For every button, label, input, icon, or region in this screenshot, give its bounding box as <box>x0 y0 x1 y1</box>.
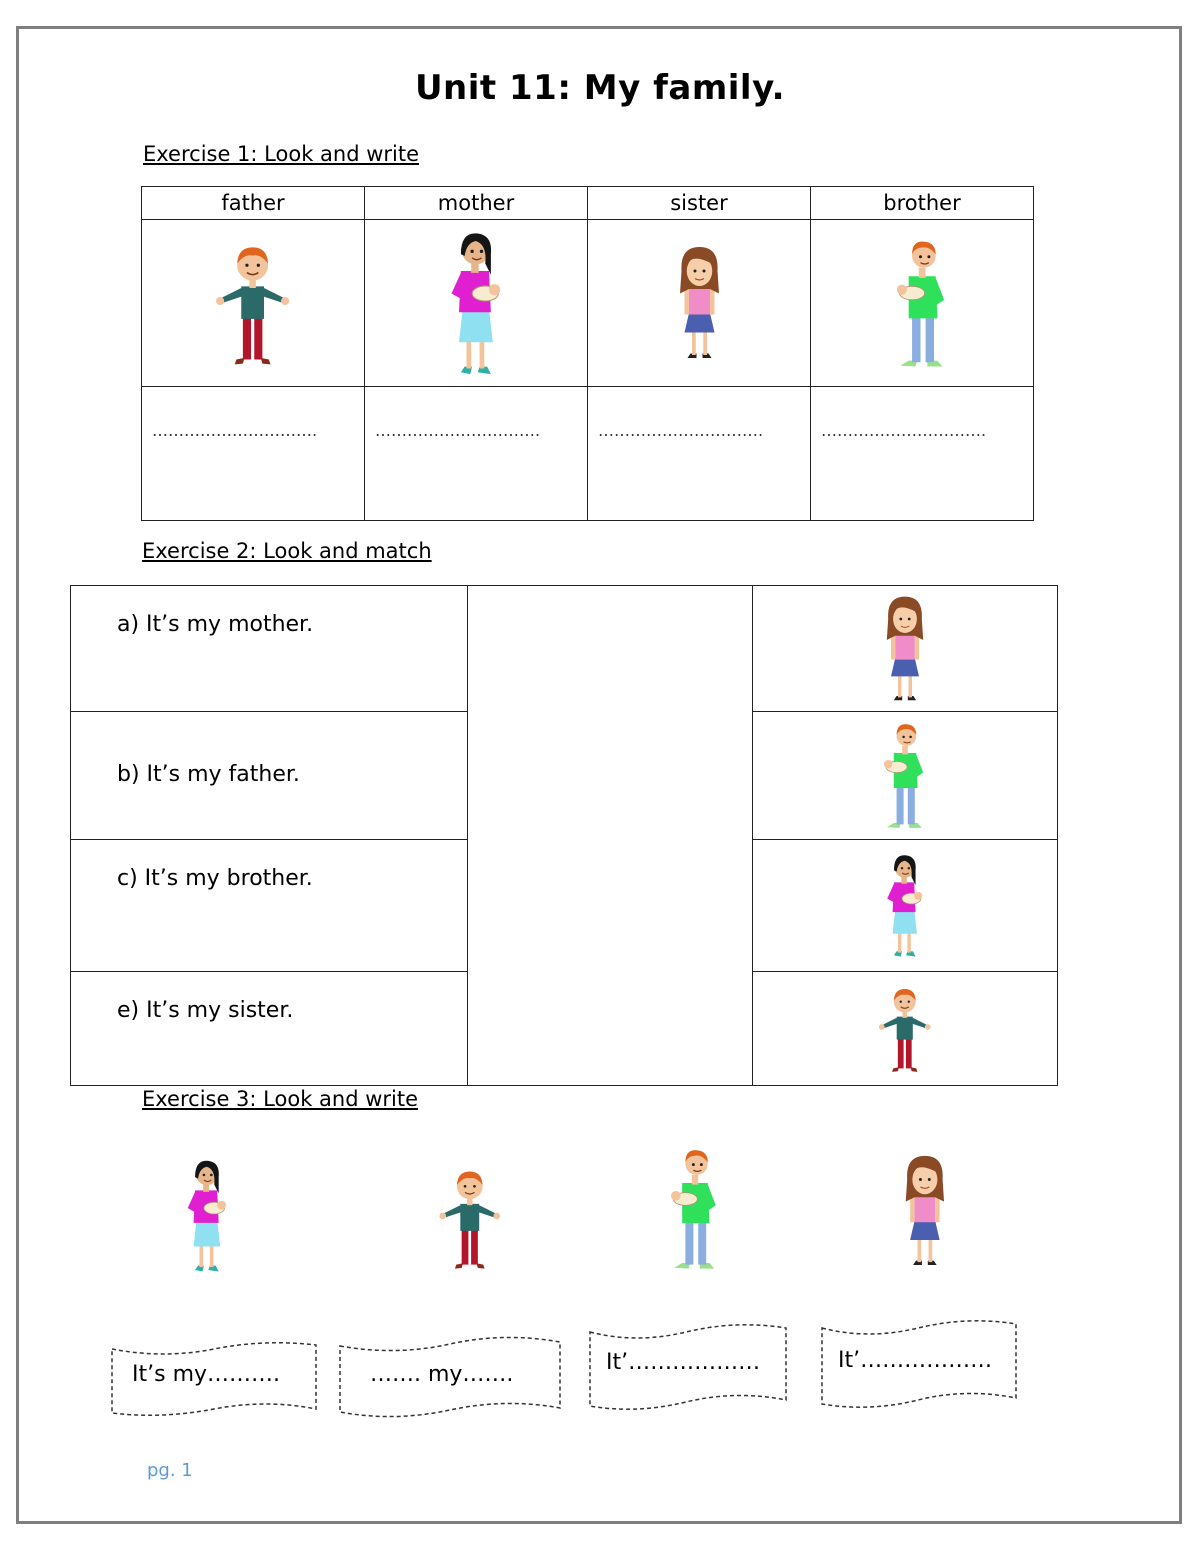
page-title: Unit 11: My family. <box>414 68 786 108</box>
write-line-4[interactable]: …………………………. <box>811 387 1034 521</box>
write-line-3[interactable]: …………………………. <box>588 387 811 521</box>
mother-figure-icon <box>170 1155 244 1273</box>
match-sentence-b: b) It’s my father. <box>71 712 468 840</box>
write-line-1[interactable]: …………………………. <box>142 387 365 521</box>
answer-prompt-4[interactable]: It’……………… <box>838 1348 993 1373</box>
match-picture-4 <box>753 972 1058 1086</box>
match-picture-3 <box>753 840 1058 972</box>
sister-figure-icon <box>870 591 940 703</box>
exercise3-heading: Exercise 3: Look and write <box>142 1087 419 1111</box>
sister-figure-icon <box>662 241 737 361</box>
exercise1-heading: Exercise 1: Look and write <box>143 142 420 166</box>
brother-figure-icon <box>870 718 940 830</box>
answer-prompt-1[interactable]: It’s my………. <box>132 1362 281 1387</box>
mother-figure-icon <box>871 850 939 958</box>
answer-prompt-2[interactable]: ……. my……. <box>370 1362 514 1387</box>
match-sentence-a: a) It’s my mother. <box>71 586 468 712</box>
picture-sister <box>588 220 811 387</box>
match-gap <box>468 586 753 1086</box>
ex3-picture-mother <box>170 1155 250 1277</box>
match-picture-2 <box>753 712 1058 840</box>
mother-figure-icon <box>429 226 523 376</box>
picture-mother <box>365 220 588 387</box>
picture-father <box>142 220 365 387</box>
brother-figure-icon <box>880 234 964 369</box>
father-figure-icon <box>212 236 293 366</box>
exercise2-table <box>70 585 1058 1086</box>
father-figure-icon <box>436 1162 504 1270</box>
page-number: pg. 1 <box>147 1460 193 1481</box>
father-figure-icon <box>876 981 934 1073</box>
word-brother: brother <box>811 187 1034 220</box>
exercise1-table <box>141 186 1034 521</box>
answer-prompt-3[interactable]: It’……………… <box>606 1350 761 1375</box>
match-sentence-c: c) It’s my brother. <box>71 840 468 972</box>
ex3-picture-sister <box>888 1150 958 1272</box>
match-picture-1 <box>753 586 1058 712</box>
write-line-2[interactable]: …………………………. <box>365 387 588 521</box>
ex3-picture-father <box>436 1162 526 1274</box>
ex3-picture-brother <box>655 1143 735 1275</box>
match-sentence-e: e) It’s my sister. <box>71 972 468 1086</box>
picture-brother <box>811 220 1034 387</box>
word-sister: sister <box>588 187 811 220</box>
sister-figure-icon <box>888 1150 962 1268</box>
exercise2-heading: Exercise 2: Look and match <box>142 539 432 563</box>
brother-figure-icon <box>655 1143 735 1271</box>
word-father: father <box>142 187 365 220</box>
word-mother: mother <box>365 187 588 220</box>
